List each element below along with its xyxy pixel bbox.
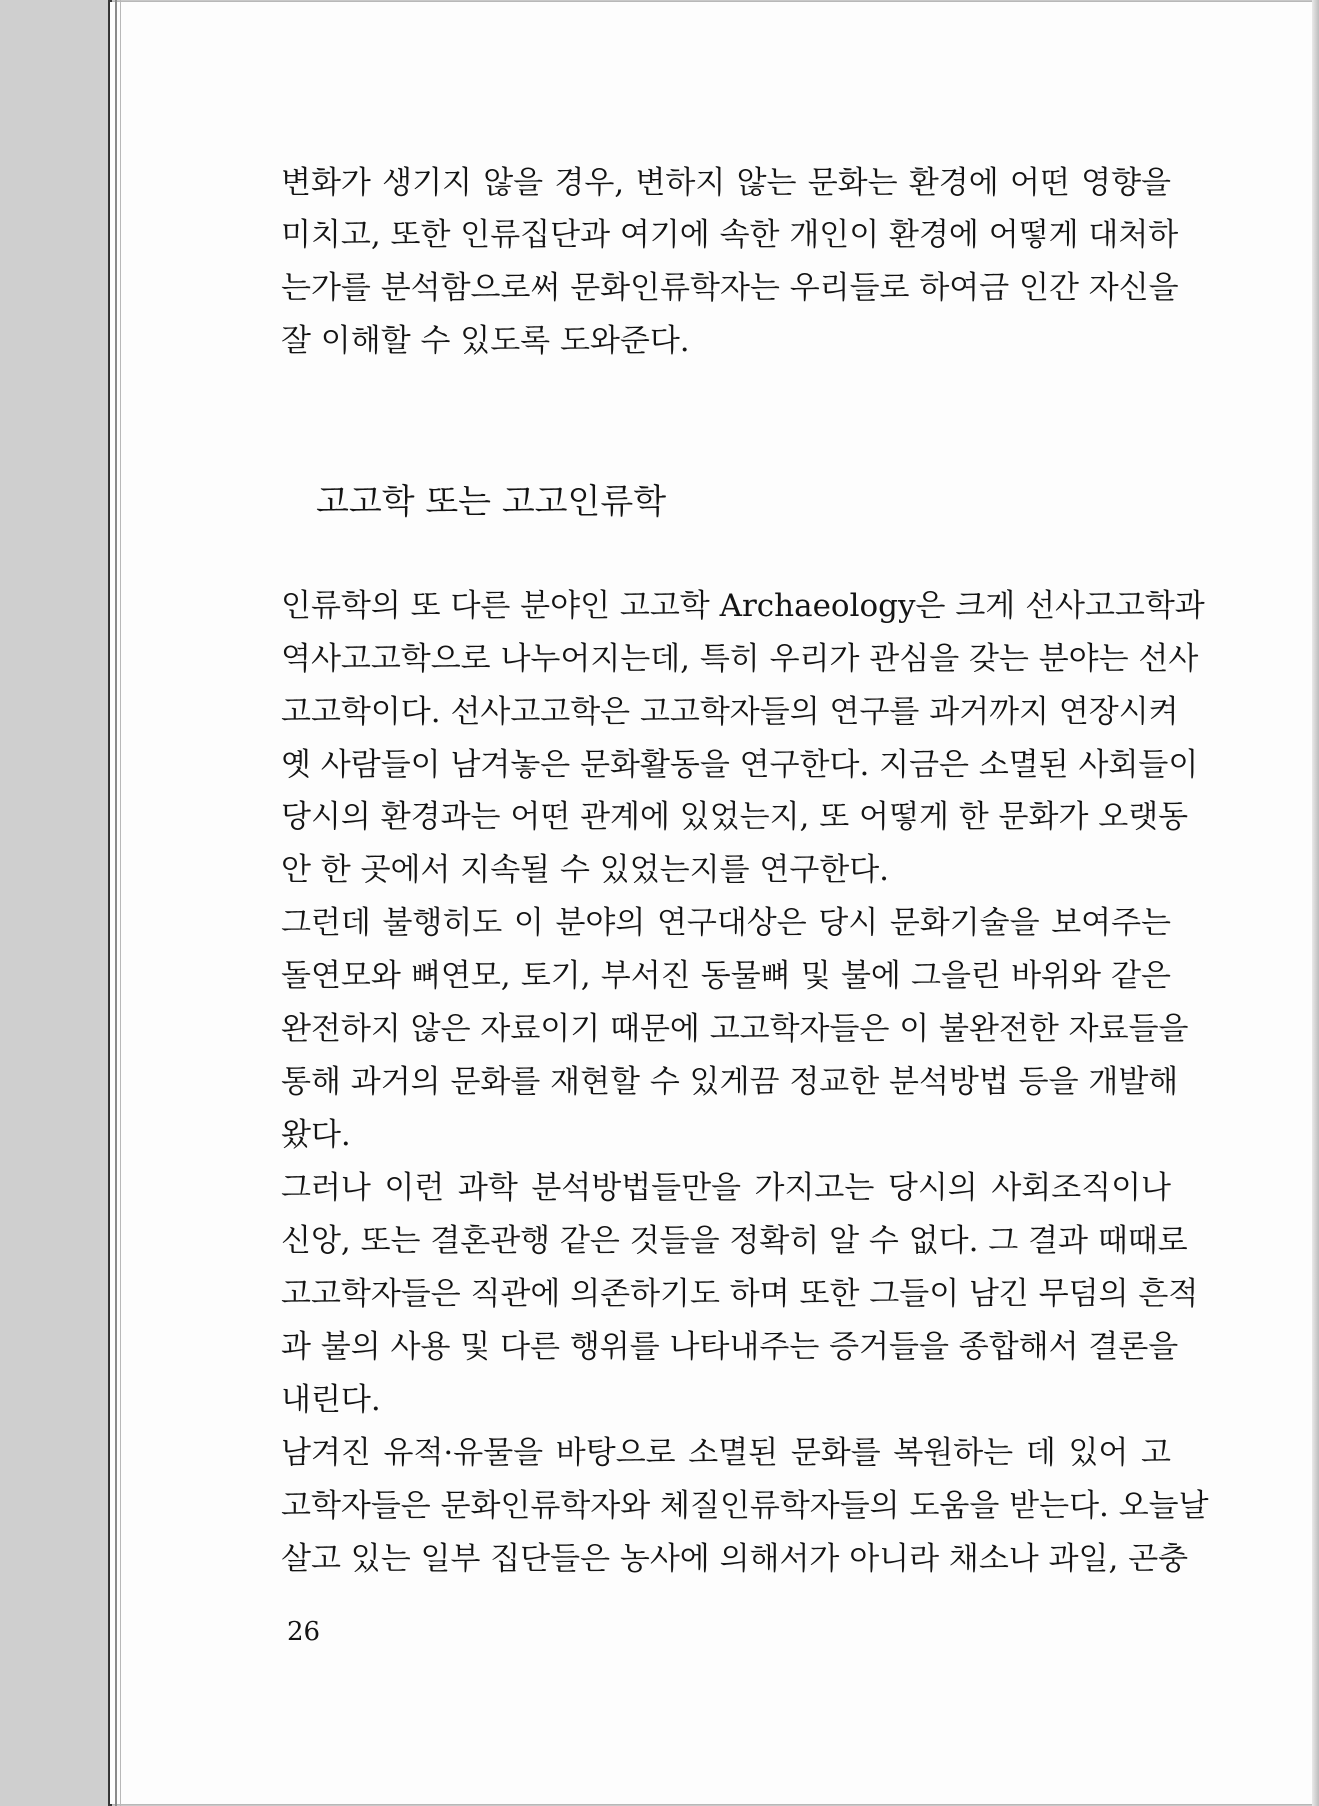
text-line: 잘 이해할 수 있도록 도와준다. bbox=[281, 323, 690, 359]
text-line: 돌연모와 뼈연모, 토기, 부서진 동물뼈 및 불에 그을린 바위와 같은 bbox=[281, 958, 1171, 994]
text-line: 남겨진 유적·유물을 바탕으로 소멸된 문화를 복원하는 데 있어 고 bbox=[281, 1435, 1171, 1471]
text-line: 그러나 이런 과학 분석방법들만을 가지고는 당시의 사회조직이나 bbox=[281, 1170, 1171, 1206]
text-line: 왔다. bbox=[281, 1117, 351, 1153]
text-line: 살고 있는 일부 집단들은 농사에 의해서가 아니라 채소나 과일, 곤충 bbox=[281, 1541, 1189, 1577]
text-line: 역사고고학으로 나누어지는데, 특히 우리가 관심을 갖는 분야는 선사 bbox=[281, 641, 1199, 677]
text-line: 신앙, 또는 결혼관행 같은 것들을 정확히 알 수 없다. 그 결과 때때로 bbox=[281, 1223, 1188, 1259]
text-line: 통해 과거의 문화를 재현할 수 있게끔 정교한 분석방법 등을 개발해 bbox=[281, 1064, 1179, 1100]
text-line: 옛 사람들이 남겨놓은 문화활동을 연구한다. 지금은 소멸된 사회들이 bbox=[281, 747, 1199, 783]
text-line: 인류학의 또 다른 분야인 고고학 Archaeology은 크게 선사고고학과 bbox=[281, 588, 1205, 624]
text-line: 고고학이다. 선사고고학은 고고학자들의 연구를 과거까지 연장시켜 bbox=[281, 694, 1179, 730]
book-gutter-line bbox=[115, 0, 117, 1806]
text-line: 변화가 생기지 않을 경우, 변하지 않는 문화는 환경에 어떤 영향을 bbox=[281, 165, 1171, 201]
text-line: 내린다. bbox=[281, 1382, 381, 1418]
text-line: 당시의 환경과는 어떤 관계에 있었는지, 또 어떻게 한 문화가 오랫동 bbox=[281, 799, 1189, 835]
text-line: 고학자들은 문화인류학자와 체질인류학자들의 도움을 받는다. 오늘날 bbox=[281, 1488, 1209, 1524]
page-number: 26 bbox=[287, 1617, 321, 1647]
text-line: 그런데 불행히도 이 분야의 연구대상은 당시 문화기술을 보여주는 bbox=[281, 905, 1171, 941]
text-line: 고고학자들은 직관에 의존하기도 하며 또한 그들이 남긴 무덤의 흔적 bbox=[281, 1276, 1199, 1312]
book-gutter-line-inner bbox=[120, 0, 121, 1806]
text-line: 안 한 곳에서 지속될 수 있었는지를 연구한다. bbox=[281, 852, 890, 888]
text-line: 과 불의 사용 및 다른 행위를 나타내주는 증거들을 종합해서 결론을 bbox=[281, 1329, 1179, 1365]
text-line: 완전하지 않은 자료이기 때문에 고고학자들은 이 불완전한 자료들을 bbox=[281, 1011, 1189, 1047]
text-line: 미치고, 또한 인류집단과 여기에 속한 개인이 환경에 어떻게 대처하 bbox=[281, 217, 1179, 253]
text-line: 는가를 분석함으로써 문화인류학자는 우리들로 하여금 인간 자신을 bbox=[281, 270, 1179, 306]
page-edge-shadow bbox=[1312, 0, 1319, 1806]
section-heading: 고고학 또는 고고인류학 bbox=[316, 482, 667, 522]
